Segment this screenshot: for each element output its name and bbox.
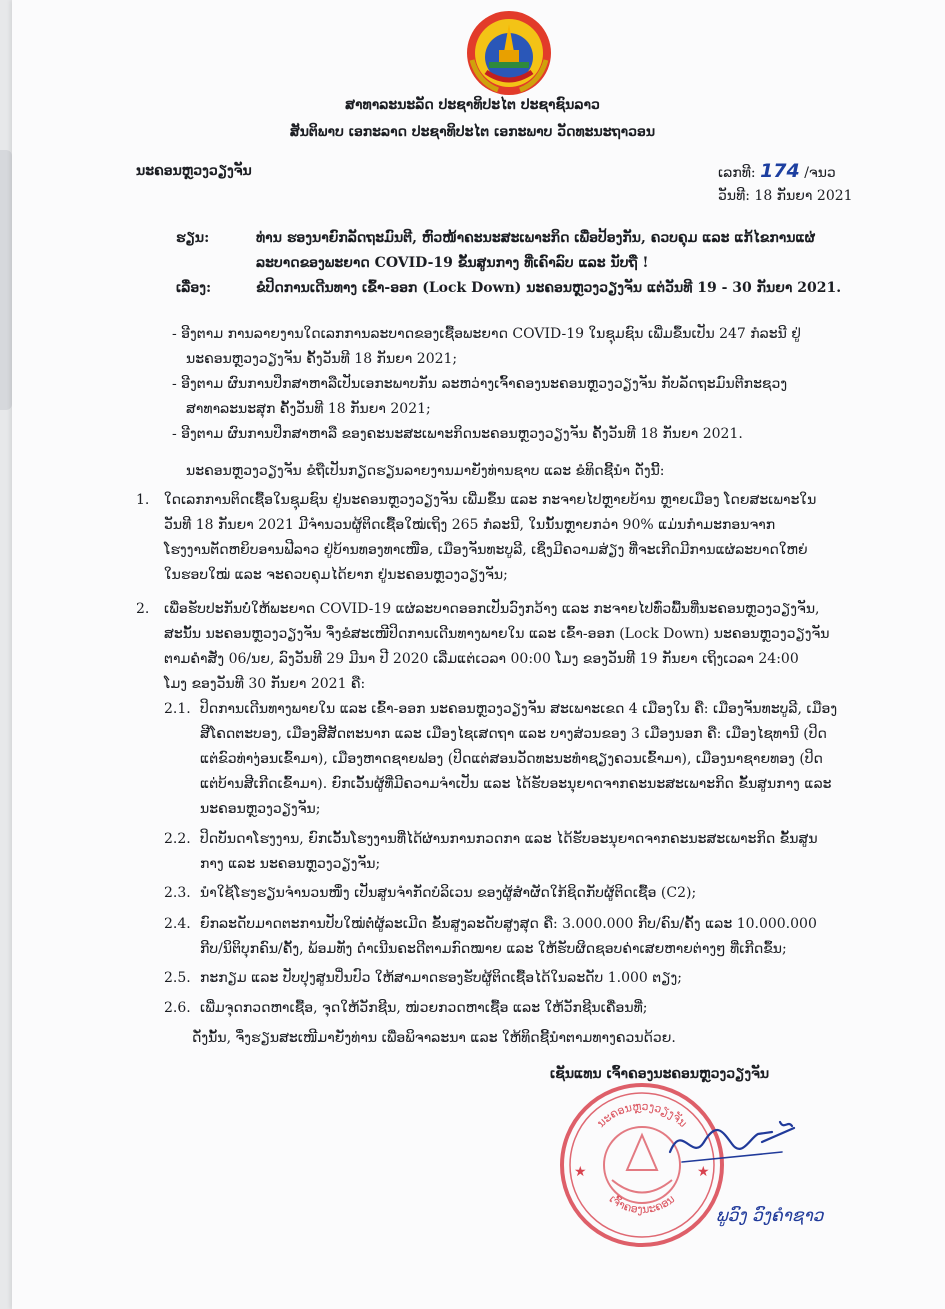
lao-national-emblem-icon xyxy=(464,10,554,96)
subpoint-2-5-number: 2.5. xyxy=(164,970,191,986)
point-1-text: ໃດເລກການຕິດເຊື້ອໃນຊຸມຊົນ ຢູ່ນະຄອນຫຼວງວຽງຈັນ ເພີ່ມຂຶ້ນ ແລະ ກະຈາຍໄປຫຼາຍບ້ານ ຫຼາຍເມືອງ ໂດຍສະເພາະໃນ ວັນທີ 18 ກັນຍາ 2021 ມີຈຳນວນຜູ້ຕິດເຊື້ອໃໝ່ເຖິງ 265 ກໍລະນີ, ໃນນັ້ນຫຼາຍກວ່າ 90% ແມ່ນກຳມະກອນຈາກ ໂຮງງານຕັດຫຍິບອານຟີລາວ ຢູ່ບ້ານທອງທາເໜືອ, ເມືອງຈັນທະບູລີ, ເຊິ່ງມີຄວາມສ່ຽງ ທີ່ຈະເກີດມີການແຜ່ລະບາດໃຫຍ່ ໃນຮອບໃໝ່ ແລະ ຈະຄວບຄຸມໄດ້ຍາກ ຢູ່ນະຄອນຫຼວງວຽງຈັນ; xyxy=(164,492,817,583)
subpoint-2-6-text: ເພີ່ມຈຸດກວດຫາເຊື້ອ, ຈຸດໃຫ້ວັກຊີນ, ໜ່ວຍກວດຫາເຊື້ອ ແລະ ໃຫ້ວັກຊີນເຄື່ອນທີ່; xyxy=(200,1000,648,1016)
subpoint-2-1-text: ປິດການເດີນທາງພາຍໃນ ແລະ ເຂົ້າ-ອອກ ນະຄອນຫຼວງວຽງຈັນ ສະເພາະເຂດ 4 ເມືອງໃນ ຄື: ເມືອງຈັນທະບູລີ, ເມືອງ ສີໂຄດຕະບອງ, ເມືອງສີສັດຕະນາກ ແລະ ເມືອງໄຊເສດຖາ ແລະ ບາງສ່ວນຂອງ 3 ເມືອງນອກ ຄື: ເມືອງໄຊທານີ (ປິດ ແຕ່ຂົວທ່າງ່ອນເຂົ້າມາ), ເມືອງຫາດຊາຍຟອງ (ປິດແຕ່ສອນວັດທະນະທຳຊຽງຄວນເຂົ້າມາ), ເມືອງນາຊາຍທອງ (ປິດ ແຕ່ບ້ານສີເກີດເຂົ້າມາ). ຍົກເວັ້ນຜູ້ທີ່ມີຄວາມຈຳເປັນ ແລະ ໄດ້ຮັບອະນຸຍາດຈາກຄະນະສະເພາະກິດ ຂັ້ນສູນກາງ ແລະ ນະຄອນຫຼວງວຽງຈັນ; xyxy=(200,701,838,817)
subpoint-2-3-number: 2.3. xyxy=(164,885,191,901)
subpoint-2-3-text: ນຳໃຊ້ໂຮງຮຽນຈຳນວນໜຶ່ງ ເປັນສູນຈຳກັດບໍລິເວນ ຂອງຜູ້ສຳຜັດໃກ້ຊິດກັບຜູ້ຕິດເຊື້ອ (C2); xyxy=(200,885,697,901)
subpoint-2-4-number: 2.4. xyxy=(164,916,191,932)
subpoint-2-5-text: ກະກຽມ ແລະ ປັບປຸງສູນປິ່ນປົວ ໃຫ້ສາມາດຮອງຮັບຜູ້ຕິດເຊື້ອໄດ້ໃນລະດັບ 1.000 ຕຽງ; xyxy=(200,970,683,986)
svg-text:★: ★ xyxy=(697,1164,710,1180)
reference-item: - ອີງຕາມ ຜົນການປຶກສາຫາລື ຂອງຄະນະສະເພາະກິດນະຄອນຫຼວງວຽງຈັນ ຄັ້ງວັນທີ 18 ກັນຍາ 2021. xyxy=(172,426,743,442)
document-date: ວັນທີ: 18 ກັນຍາ 2021 xyxy=(718,188,853,204)
recipient-text: ທ່ານ ຮອງນາຍົກລັດຖະມົນຕີ, ຫົວໜ້າຄະນະສະເພາະກິດ ເພື່ອປ້ອງກັນ, ຄວບຄຸມ ແລະ ແກ້ໄຂການແຜ່ ລະບາດຂອງພະຍາດ COVID-19 ຂັ້ນສູນກາງ ທີ່ເຄົາລົບ ແລະ ນັບຖື ! xyxy=(256,230,816,271)
intro-paragraph: ນະຄອນຫຼວງວຽງຈັນ ຂໍຖືເປັນກຽດຮຽນລາຍງານມາຍັງທ່ານຊາບ ແລະ ຂໍທິດຊີ້ນຳ ດັ່ງນີ້: xyxy=(186,463,665,479)
svg-text:ເຈົ້າຄອງນະຄອນ xyxy=(607,1192,678,1216)
point-2-text: ເພື່ອຮັບປະກັນບໍ່ໃຫ້ພະຍາດ COVID-19 ແຜ່ລະບາດອອກເປັນວົງກວ້າງ ແລະ ກະຈາຍໄປທົ່ວພື້ນທີ່ນະຄອນຫຼວງວຽງຈັນ, ສະນັ້ນ ນະຄອນຫຼວງວຽງຈັນ ຈຶ່ງຂໍສະເໜີປິດການເດີນທາງພາຍໃນ ແລະ ເຂົ້າ-ອອກ (Lock Down) ນະຄອນຫຼວງວຽງຈັນ ຕາມຄຳສັ່ງ 06/ນຍ, ລົງວັນທີ 29 ມີນາ ປີ 2020 ເລີ່ມແຕ່ເວລາ 00:00 ໂມງ ຂອງວັນທີ 19 ກັນຍາ ເຖິງເວລາ 24:00 ໂມງ ຂອງວັນທີ 30 ກັນຍາ 2021 ຄື: xyxy=(164,601,830,692)
closing-paragraph: ດັ່ງນັ້ນ, ຈຶ່ງຮຽນສະເໜີມາຍັງທ່ານ ເພື່ອພິຈາລະນາ ແລະ ໃຫ້ທິດຊີ້ນຳຕາມທາງຄວນດ້ວຍ. xyxy=(192,1030,676,1046)
point-1-number: 1. xyxy=(136,492,150,508)
subpoint-2-6-number: 2.6. xyxy=(164,1000,191,1016)
handwritten-signature-icon xyxy=(662,1112,802,1172)
point-2-number: 2. xyxy=(136,601,150,617)
reference-suffix: /ຈນວ xyxy=(804,165,836,181)
reference-handwritten-number: 174 xyxy=(760,160,800,182)
reference-item: - ອີງຕາມ ຜົນການປຶກສາຫາລືເປັນເອກະພາບກັນ ລະຫວ່າງເຈົ້າຄອງນະຄອນຫຼວງວຽງຈັນ ກັບລັດຖະມົນຕີກະຊວງ ສາທາລະນະສຸກ ຄັ້ງວັນທີ 18 ກັນຍາ 2021; xyxy=(172,376,788,417)
page-edge-shadow xyxy=(0,150,12,410)
reference-list xyxy=(172,322,872,447)
reference-number xyxy=(718,160,836,182)
subpoint-2-1-number: 2.1. xyxy=(164,701,191,717)
subpoint-2-2-text: ປິດບັນດາໂຮງງານ, ຍົກເວັ້ນໂຮງງານທີ່ໄດ້ຜ່ານການກວດກາ ແລະ ໄດ້ຮັບອະນຸຍາດຈາກຄະນະສະເພາະກິດ ຂັ້ນສູນ ກາງ ແລະ ນະຄອນຫຼວງວຽງຈັນ; xyxy=(200,831,818,872)
subpoint-2-2-number: 2.2. xyxy=(164,831,191,847)
reference-item: - ອີງຕາມ ການລາຍງານໃດເລກການລະບາດຂອງເຊື້ອພະຍາດ COVID-19 ໃນຊຸມຊົນ ເພີ່ມຂຶ້ນເປັນ 247 ກໍລະນີ ຢູ່ ນະຄອນຫຼວງວຽງຈັນ ຄັ້ງວັນທີ 18 ກັນຍາ 2021; xyxy=(172,326,801,367)
subject-text: ຂໍປິດການເດີນທາງ ເຂົ້າ-ອອກ (Lock Down) ນະຄອນຫຼວງວຽງຈັນ ແຕ່ວັນທີ 19 - 30 ກັນຍາ 2021. xyxy=(256,280,842,296)
subject-label: ເລື່ອງ: xyxy=(176,280,212,296)
issuer-name: ນະຄອນຫຼວງວຽງຈັນ xyxy=(136,163,252,179)
stamp-text-bottom: ເຈົ້າຄອງນະຄອນ xyxy=(606,1192,678,1217)
subpoint-2-4-text: ຍົກລະດັບມາດຕະການປັບໃໝ່ຕໍ່ຜູ້ລະເມີດ ຂັ້ນສູງລະດັບສູງສຸດ ຄື: 3.000.000 ກີບ/ຄົນ/ຄັ້ງ ແລະ 10.000.000 ກີບ/ນິຕິບຸກຄົນ/ຄັ້ງ, ພ້ອມທັງ ດຳເນີນຄະດີຕາມກົດໝາຍ ແລະ ໃຫ້ຮັບຜິດຊອບຄ່າເສຍຫາຍຕ່າງໆ ທີ່ເກີດຂຶ້ນ; xyxy=(200,916,817,957)
stamp-text-top: ນະຄອນຫຼວງວຽງຈັນ xyxy=(594,1099,690,1130)
svg-text:★: ★ xyxy=(574,1164,587,1180)
recipient-label: ຮຽນ: xyxy=(176,230,210,246)
signatory-name: ພູວົງ ວົງຄຳຊາວ xyxy=(716,1206,824,1226)
signature-title: ເຊັນແທນ ເຈົ້າຄອງນະຄອນຫຼວງວຽງຈັນ xyxy=(550,1066,770,1082)
header-country-name: ສາທາລະນະລັດ ປະຊາທິປະໄຕ ປະຊາຊົນລາວ xyxy=(345,97,600,113)
header-motto: ສັນຕິພາບ ເອກະລາດ ປະຊາທິປະໄຕ ເອກະພາບ ວັດທະນະຖາວອນ xyxy=(289,124,656,140)
reference-prefix: ເລກທີ: xyxy=(718,165,756,181)
